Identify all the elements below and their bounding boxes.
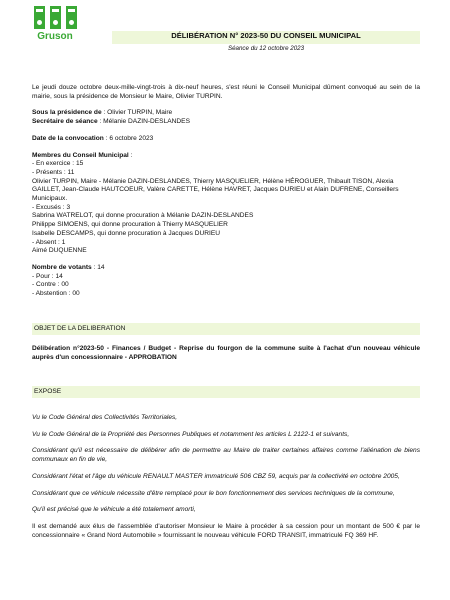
membres-line: - Absent : 1 (32, 238, 66, 246)
page-title: DÉLIBÉRATION N° 2023-50 DU CONSEIL MUNICIPAL (171, 31, 361, 40)
votants-label: Nombre de votants (32, 263, 92, 271)
membres-label: Membres du Conseil Municipal (32, 151, 129, 159)
expose-paragraph: Il est demandé aux élus de l'assemblée d'autoriser Monsieur le Maire à procéder à sa cession pour un montant de 500 € par le concessionnaire « Grand Nord Automobile » fournissant le nouveau véhicule FORD TRANSIT, immatriculé FQ 369 HF. (32, 522, 420, 539)
votants-line: - Pour : 14 (32, 272, 63, 280)
votants-value: : 14 (91, 263, 105, 271)
membres-line: - En exercice : 15 (32, 160, 84, 168)
expose-section-header (32, 386, 420, 398)
logo-bar-right (66, 6, 77, 29)
secretaire-value: : Mélanie DAZIN-DESLANDES (97, 118, 190, 126)
presidence-line (32, 109, 420, 118)
logo-text: Gruson (37, 31, 73, 42)
membres-line: - Présents : 11 (32, 168, 75, 176)
logo-bar-middle (50, 6, 61, 29)
expose-paragraph: Considérant qu'il est nécessaire de délibérer afin de permettre au Maire de traiter certaines affaires comme l'aliénation de biens communaux en fin de vie, (32, 447, 420, 464)
convocation-line (32, 135, 420, 144)
expose-paragraph: Considérant l'état et l'âge du véhicule RENAULT MASTER immatriculé 506 CBZ 59, acquis par la collectivité en octobre 2005, (32, 472, 400, 480)
intro-paragraph: Le jeudi douze octobre deux-mille-vingt-trois à dix-neuf heures, s'est réuni le Conseil Municipal dûment convoqué au sein de la mairie, sous la présidence de Monsieur le Maire, Olivier TURPIN. (32, 84, 420, 100)
expose-paragraph: Qu'il est précisé que le véhicule a été totalement amorti, (32, 506, 196, 514)
objet-text: Délibération n°2023-50 - Finances / Budget - Reprise du fourgon de la commune suite à l'achat d'un nouveau véhicule auprès d'un concessionnaire - APPROBATION (32, 345, 420, 361)
membres-heading: Membres du Conseil Municipal : (32, 151, 133, 159)
expose-paragraph: Vu le Code Général de la Propriété des Personnes Publiques et notamment les articles L 2122-1 et suivants, (32, 430, 350, 438)
membres-line: Olivier TURPIN, Maire - Mélanie DAZIN-DESLANDES, Thierry MASQUELIER, Hélène HÉROGUER, Thibault TISON, Alexia GAILLET, Jean-Claude HAUTCOEUR, Valère CARETTE, Hélène HAVRET, Jacques DURIEU et Alain DUFRENE, Conseillers Municipaux. (32, 177, 399, 203)
secretaire-label: Secrétaire de séance (32, 118, 98, 126)
votants-line: - Abstention : 00 (32, 290, 80, 298)
objet-section-header (32, 323, 420, 335)
gruson-logo (30, 6, 80, 42)
membres-line: Isabelle DESCAMPS, qui donne procuration à Jacques DURIEU (32, 229, 221, 237)
membres-line: - Excusés : 3 (32, 203, 71, 211)
session-date: Séance du 12 octobre 2023 (227, 45, 305, 52)
expose-body (32, 414, 420, 540)
document-body (32, 84, 420, 299)
presidence-label: Sous la présidence de (32, 109, 102, 117)
expose-paragraph: Considérant que ce véhicule nécessite d'être remplacé pour le bon fonctionnement des services techniques de la commune, (32, 489, 395, 497)
secretaire-line (32, 118, 420, 127)
membres-line: Philippe SIMOENS, qui donne procuration à Thierry MASQUELIER (32, 221, 228, 229)
logo-emblem (30, 6, 80, 29)
convocation-value: : 6 octobre 2023 (103, 134, 154, 142)
votants-heading (32, 264, 420, 273)
convocation-label: Date de la convocation (32, 134, 104, 142)
expose-paragraph: Vu le Code Général des Collectivités Territoriales, (32, 414, 178, 421)
membres-line: Sabrina WATRELOT, qui donne procuration à Mélanie DAZIN-DESLANDES (32, 212, 254, 220)
logo-bar-left (34, 6, 45, 29)
votants-line: - Contre : 00 (32, 281, 69, 289)
presidence-value: : Olivier TURPIN, Maire (101, 109, 173, 117)
membres-line: Aimé DUQUENNE (32, 247, 87, 255)
objet-heading: OBJET DE LA DELIBERATION (34, 325, 126, 332)
expose-heading: EXPOSE (34, 388, 62, 395)
